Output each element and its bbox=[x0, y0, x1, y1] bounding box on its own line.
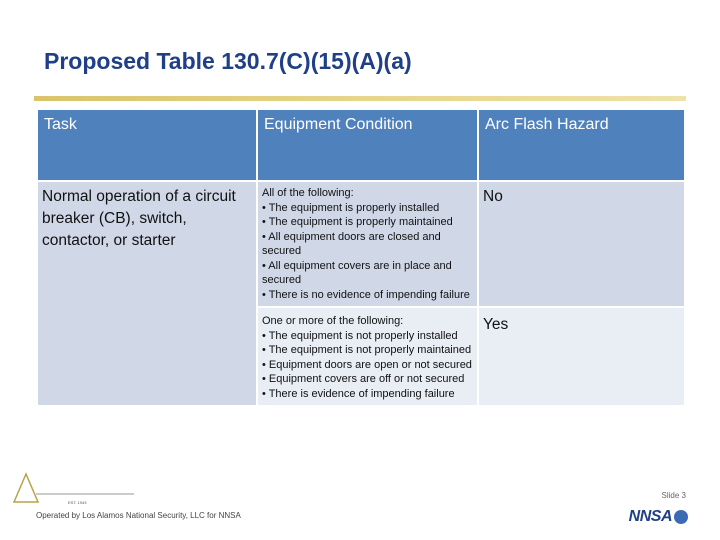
header-arc-flash-hazard: Arc Flash Hazard bbox=[479, 110, 684, 180]
condition-line: All of the following: bbox=[262, 187, 354, 199]
table-header-row bbox=[38, 110, 684, 180]
condition-line: One or more of the following: bbox=[262, 315, 404, 327]
slide-number: Slide 3 bbox=[661, 491, 686, 500]
condition-line: • Equipment doors are open or not secured bbox=[262, 358, 472, 371]
condition-line: • The equipment is properly installed bbox=[262, 201, 440, 214]
page-title: Proposed Table 130.7(C)(15)(A)(a) bbox=[44, 48, 412, 74]
nnsa-seal-icon bbox=[674, 510, 688, 524]
hazard-cell-2: Yes bbox=[479, 308, 684, 405]
condition-cell-2 bbox=[258, 308, 477, 405]
table-row bbox=[38, 182, 684, 306]
condition-line: • All equipment doors are closed and secured bbox=[262, 230, 441, 257]
condition-line: • The equipment is not properly maintained bbox=[262, 344, 472, 356]
logo-est: EST. 1943 bbox=[68, 500, 87, 505]
header-task: Task bbox=[38, 110, 256, 180]
los-alamos-logo-icon bbox=[10, 468, 140, 508]
condition-line: • The equipment is properly maintained bbox=[262, 216, 453, 228]
condition-line: • The equipment is not properly installed bbox=[262, 329, 458, 342]
condition-line: • There is no evidence of impending failure bbox=[262, 288, 470, 301]
condition-line: • Equipment covers are off or not secured bbox=[262, 373, 465, 385]
task-cell: Normal operation of a circuit breaker (CB), switch, contactor, or starter bbox=[38, 182, 256, 405]
hazard-cell-1: No bbox=[479, 182, 684, 306]
condition-line: • There is evidence of impending failure bbox=[262, 387, 455, 400]
condition-line: • All equipment covers are in place and secured bbox=[262, 259, 452, 286]
nnsa-logo-text: NNSA bbox=[628, 508, 672, 525]
condition-cell-1 bbox=[258, 182, 477, 306]
operated-by-text: Operated by Los Alamos National Security, LLC for NNSA bbox=[36, 511, 241, 520]
nnsa-logo-icon bbox=[629, 508, 688, 526]
title-divider bbox=[34, 96, 686, 101]
header-equipment-condition: Equipment Condition bbox=[258, 110, 477, 180]
proposed-table bbox=[36, 108, 686, 407]
